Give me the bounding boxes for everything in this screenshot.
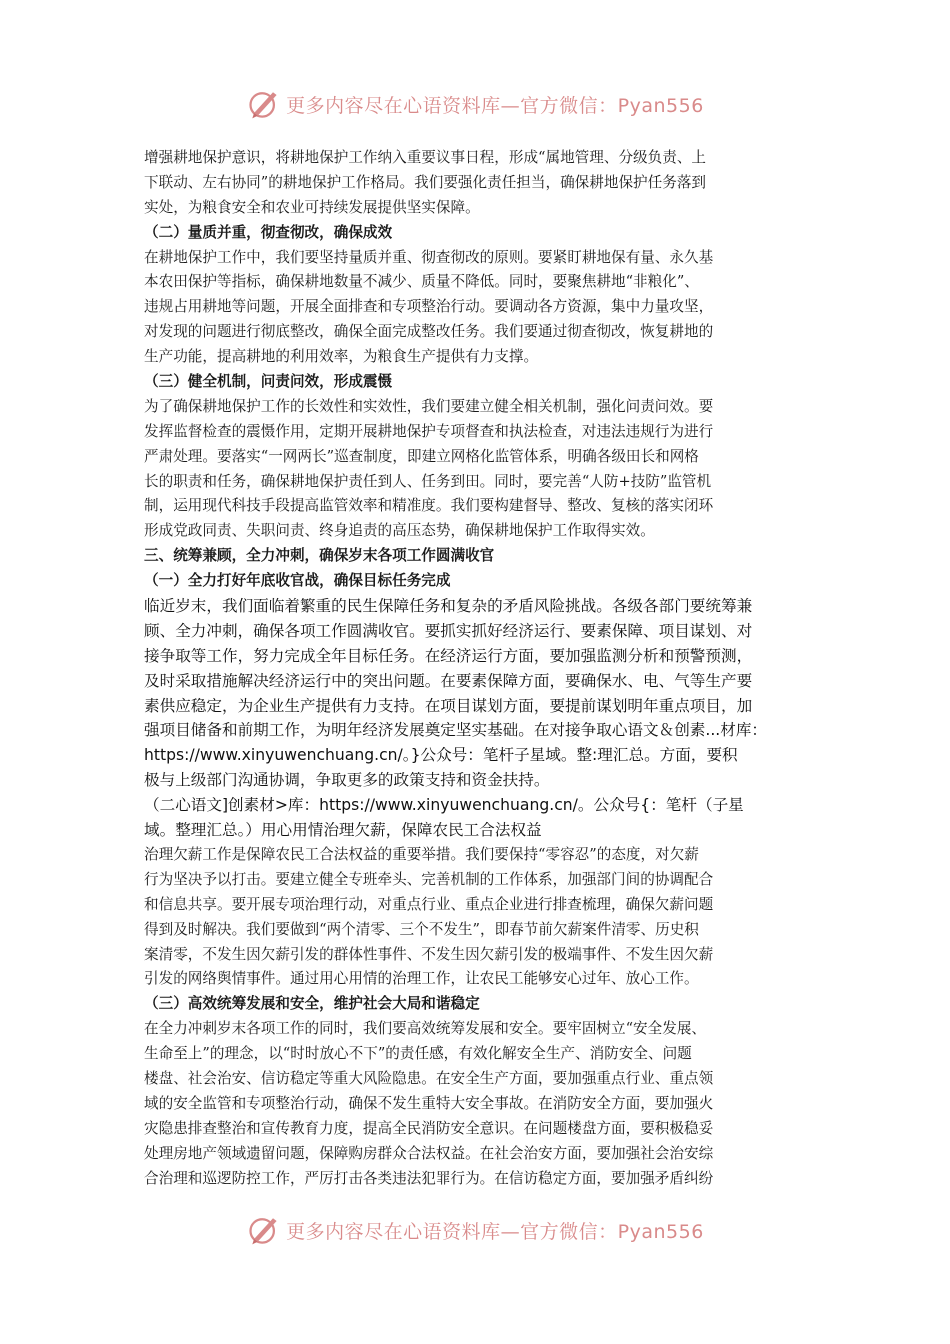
paragraph-line: 严肃处理。要落实“一网两长”巡查制度，即建立网格化监管体系，明确各级田长和网格 xyxy=(144,447,699,465)
watermark-footer xyxy=(0,1208,950,1252)
paragraph-line: 为了确保耕地保护工作的长效性和实效性，我们要建立健全相关机制，强化问责问效。要 xyxy=(144,397,714,415)
paragraph-line: 和信息共享。要开展专项治理行动，对重点行业、重点企业进行排查梳理，确保欠薪问题 xyxy=(144,895,714,913)
paragraph-line: 发挥监督检查的震慑作用，定期开展耕地保护专项督查和执法检查，对违法违规行为进行 xyxy=(144,422,714,440)
paragraph-line: 处理房地产领域遗留问题，保障购房群众合法权益。在社会治安方面，要加强社会治安综 xyxy=(144,1144,714,1162)
pen-logo-icon xyxy=(246,86,282,122)
paragraph-line: 域的安全监管和专项整治行动，确保不发生重特大安全事故。在消防安全方面，要加强火 xyxy=(144,1094,714,1112)
paragraph-line: 案清零，不发生因欠薪引发的群体性事件、不发生因欠薪引发的极端事件、不发生因欠薪 xyxy=(144,945,714,963)
paragraph-line: 增强耕地保护意识，将耕地保护工作纳入重要议事日程，形成“属地管理、分级负责、上 xyxy=(144,149,707,166)
paragraph-line: 临近岁末，我们面临着繁重的民生保障任务和复杂的矛盾风险挑战。各级各部门要统筹兼 xyxy=(144,597,753,616)
paragraph-line: 实处，为粮食安全和农业可持续发展提供坚实保障。 xyxy=(144,198,480,216)
paragraph-line: 在全力冲刺岁末各项工作的同时，我们要高效统筹发展和安全。要牢固树立“安全发展、 xyxy=(144,1020,707,1038)
paragraph-line: 极与上级部门沟通协调，争取更多的政策支持和资金扶持。 xyxy=(144,771,550,790)
watermark-text: 更多内容尽在心语资料库—官方微信：Pyan556 xyxy=(286,94,704,117)
paragraph-line: 楼盘、社会治安、信访稳定等重大风险隐患。在安全生产方面，要加强重点行业、重点领 xyxy=(144,1069,714,1087)
section-heading-line: （一）全力打好年底收官战，确保目标任务完成 xyxy=(144,572,451,590)
section-heading-line: （二）量质并重，彻查彻改，确保成效 xyxy=(144,223,393,241)
pen-logo-icon xyxy=(246,1212,282,1248)
paragraph-line: 生产功能，提高耕地的利用效率，为粮食生产提供有力支撑。 xyxy=(144,348,539,366)
paragraph-line: 形成党政同责、失职问责、终身追责的高压态势，确保耕地保护工作取得实效。 xyxy=(144,522,655,540)
paragraph-line: 在耕地保护工作中，我们要坚持量质并重、彻查彻改的原则。要紧盯耕地保有量、永久基 xyxy=(144,248,714,266)
watermark-header xyxy=(0,82,950,126)
paragraph-line: 灾隐患排查整治和宣传教育力度，提高全民消防安全意识。在问题楼盘方面，要积极稳妥 xyxy=(144,1119,714,1137)
paragraph-line: 顾、全力冲刺，确保各项工作圆满收官。要抓实抓好经济运行、要素保障、项目谋划、对 xyxy=(144,621,753,640)
paragraph-line: 本农田保护等指标，确保耕地数量不减少、质量不降低。同时，要聚焦耕地“非粮化”、 xyxy=(144,273,699,291)
paragraph-line: （二心语文]创素材>库：https://www.xinyuwenchuang.cn/。公众号{：笔杆（子星 xyxy=(144,796,744,815)
paragraph-line: 对发现的问题进行彻底整改，确保全面完成整改任务。我们要通过彻查彻改，恢复耕地的 xyxy=(144,323,714,341)
paragraph-line: 下联动、左右协同”的耕地保护工作格局。我们要强化责任担当，确保耕地保护任务落到 xyxy=(144,173,707,191)
section-heading-line: 三、统筹兼顾，全力冲刺，确保岁末各项工作圆满收官 xyxy=(144,547,495,565)
paragraph-line: 接争取等工作，努力完成全年目标任务。在经济运行方面，要加强监测分析和预警预测， xyxy=(144,646,753,665)
paragraph-line: https://www.xinyuwenchuang.cn/。}公众号：笔杆子星域。整:理汇总。方面，要积 xyxy=(144,746,738,765)
paragraph-line: 得到及时解决。我们要做到“两个清零、三个不发生”，即春节前欠薪案件清零、历史积 xyxy=(144,920,699,938)
section-heading-line: （三）高效统筹发展和安全，维护社会大局和谐稳定 xyxy=(144,995,480,1013)
paragraph-line: 生命至上”的理念，以“时时放心不下”的责任感，有效化解安全生产、消防安全、问题 xyxy=(144,1045,692,1063)
paragraph-line: 违规占用耕地等问题，开展全面排查和专项整治行动。要调动各方资源，集中力量攻坚， xyxy=(144,298,714,316)
section-heading-line: （三）健全机制，问责问效，形成震慑 xyxy=(144,373,393,391)
paragraph-line: 治理欠薪工作是保障农民工合法权益的重要举措。我们要保持“零容忍”的态度，对欠薪 xyxy=(144,845,699,863)
paragraph-line: 及时采取措施解决经济运行中的突出问题。在要素保障方面，要确保水、电、气等生产要 xyxy=(144,671,753,690)
paragraph-line: 合治理和巡逻防控工作，严厉打击各类违法犯罪行为。在信访稳定方面，要加强矛盾纠纷 xyxy=(144,1169,714,1187)
paragraph-line: 长的职责和任务，确保耕地保护责任到人、任务到田。同时，要完善“人防+技防”监管机 xyxy=(144,472,712,490)
paragraph-line: 引发的网络舆情事件。通过用心用情的治理工作，让农民工能够安心过年、放心工作。 xyxy=(144,970,699,988)
watermark-text: 更多内容尽在心语资料库—官方微信：Pyan556 xyxy=(286,1220,704,1243)
document-body xyxy=(144,146,808,1191)
paragraph-line: 行为坚决予以打击。要建立健全专班牵头、完善机制的工作体系，加强部门间的协调配合 xyxy=(144,870,714,888)
paragraph-line: 域。整理汇总。）用心用情治理欠薪，保障农民工合法权益 xyxy=(144,821,542,840)
paragraph-line: 强项目储备和前期工作，为明年经济发展奠定坚实基础。在对接争取心语文＆创素...材库： xyxy=(144,721,768,740)
paragraph-line: 素供应稳定，为企业生产提供有力支持。在项目谋划方面，要提前谋划明年重点项目，加 xyxy=(144,696,753,715)
paragraph-line: 制，运用现代科技手段提高监管效率和精准度。我们要构建督导、整改、复核的落实闭环 xyxy=(144,497,714,515)
